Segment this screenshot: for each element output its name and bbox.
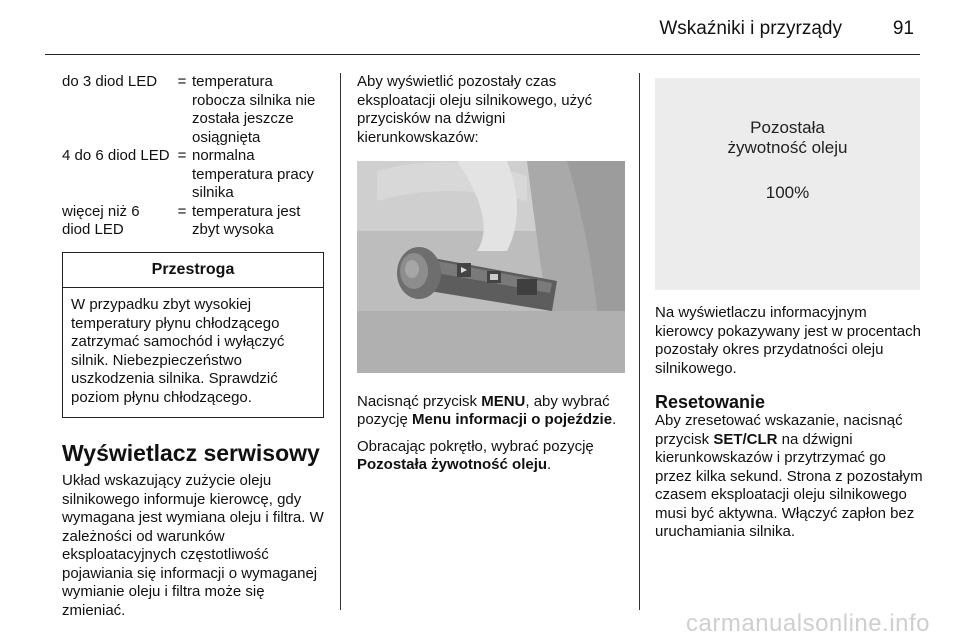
page-header-title: Wskaźniki i przyrządy [659, 18, 842, 39]
reset-heading: Resetowanie [655, 392, 766, 412]
oil-life-display-title-line1: Pozostała [750, 118, 825, 137]
press-menu-mid: , aby wybrać pozycję [357, 392, 610, 428]
column-2 [357, 73, 625, 475]
oil-life-item-label: Pozostała żywotność oleju [357, 456, 548, 473]
page-number: 91 [892, 18, 914, 39]
header-divider [45, 54, 920, 55]
led-equals: = [177, 202, 187, 220]
column-1 [62, 73, 324, 620]
press-menu-pre: Nacisnąć przycisk [357, 392, 482, 410]
oil-life-display-title [655, 118, 920, 158]
set-clr-button-label: SET/CLR [713, 430, 778, 448]
vehicle-info-menu-label: Menu informacji o pojeździe [412, 411, 613, 428]
led-row [62, 73, 324, 147]
led-equals: = [177, 147, 187, 164]
led-label: do 3 diod LED [62, 73, 158, 90]
caution-text: W przypadku zbyt wysokiej temperatury płynu chłodzącego zatrzymać samochód i wyłączyć silnik. Niebezpieczeństwo uszkodzenia silnika. Sprawdzić poziom płynu chłodzącego. [71, 296, 285, 406]
caution-box [62, 252, 324, 419]
led-description: normalna temperatura pracy silnika [192, 147, 314, 201]
press-menu-end: . [612, 411, 617, 428]
menu-button-label: MENU [481, 392, 526, 410]
led-row [62, 147, 324, 203]
reset-text-post: na dźwigni kierunkowskazów i przytrzymać go przez kilka sekund. Strona z pozostałym czasem eksploatacji oleju silnikowego musi być aktywna. Włączyć zapłon bez uruchamiania silnika. [655, 430, 923, 540]
turn-knob-end: . [547, 456, 552, 473]
reset-text [655, 412, 925, 542]
led-label: więcej niż 6 diod LED [62, 202, 140, 238]
turn-knob-text [357, 438, 625, 475]
led-description: temperatura robocza silnika nie została jeszcze osiągnięta [192, 73, 316, 146]
led-description: temperatura jest zbyt wysoka [192, 202, 301, 238]
service-display-text: Układ wskazujący zużycie oleju silnikowego informuje kierowcę, gdy wymagana jest wymiana oleju i filtra. W zależności od warunków eksploatacyjnych częstotliwość pojawiania się informacji o wymaganej wymianie oleju i filtra może się zmieniać. [62, 472, 324, 619]
led-label: 4 do 6 diod LED [62, 147, 170, 164]
column-divider-2 [639, 73, 640, 610]
caution-title: Przestroga [63, 253, 323, 289]
turn-knob-pre: Obracając pokrętło, wybrać pozycję [357, 437, 594, 455]
oil-life-display [655, 78, 920, 290]
turn-signal-lever-photo [357, 161, 625, 373]
led-table [62, 73, 324, 240]
oil-life-display-title-line2: żywotność oleju [727, 138, 848, 157]
reset-text-pre: Aby zresetować wskazanie, nacisnąć przycisk [655, 412, 903, 448]
column-3 [655, 73, 925, 542]
section-heading-service-display: Wyświetlacz serwisowy [62, 440, 320, 466]
oil-life-display-value: 100% [765, 183, 810, 202]
led-equals: = [177, 73, 187, 90]
led-row [62, 203, 324, 240]
info-text: Na wyświetlaczu informacyjnym kierowcy pokazywany jest w procentach pozostały okres przydatności oleju silnikowego. [655, 304, 921, 377]
watermark: carmanualsonline.info [686, 610, 930, 637]
press-menu-text [357, 393, 625, 430]
column-divider-1 [340, 73, 341, 610]
intro-text: Aby wyświetlić pozostały czas eksploatacji oleju silnikowego, użyć przycisków na dźwigni kierunkowskazów: [357, 73, 593, 146]
